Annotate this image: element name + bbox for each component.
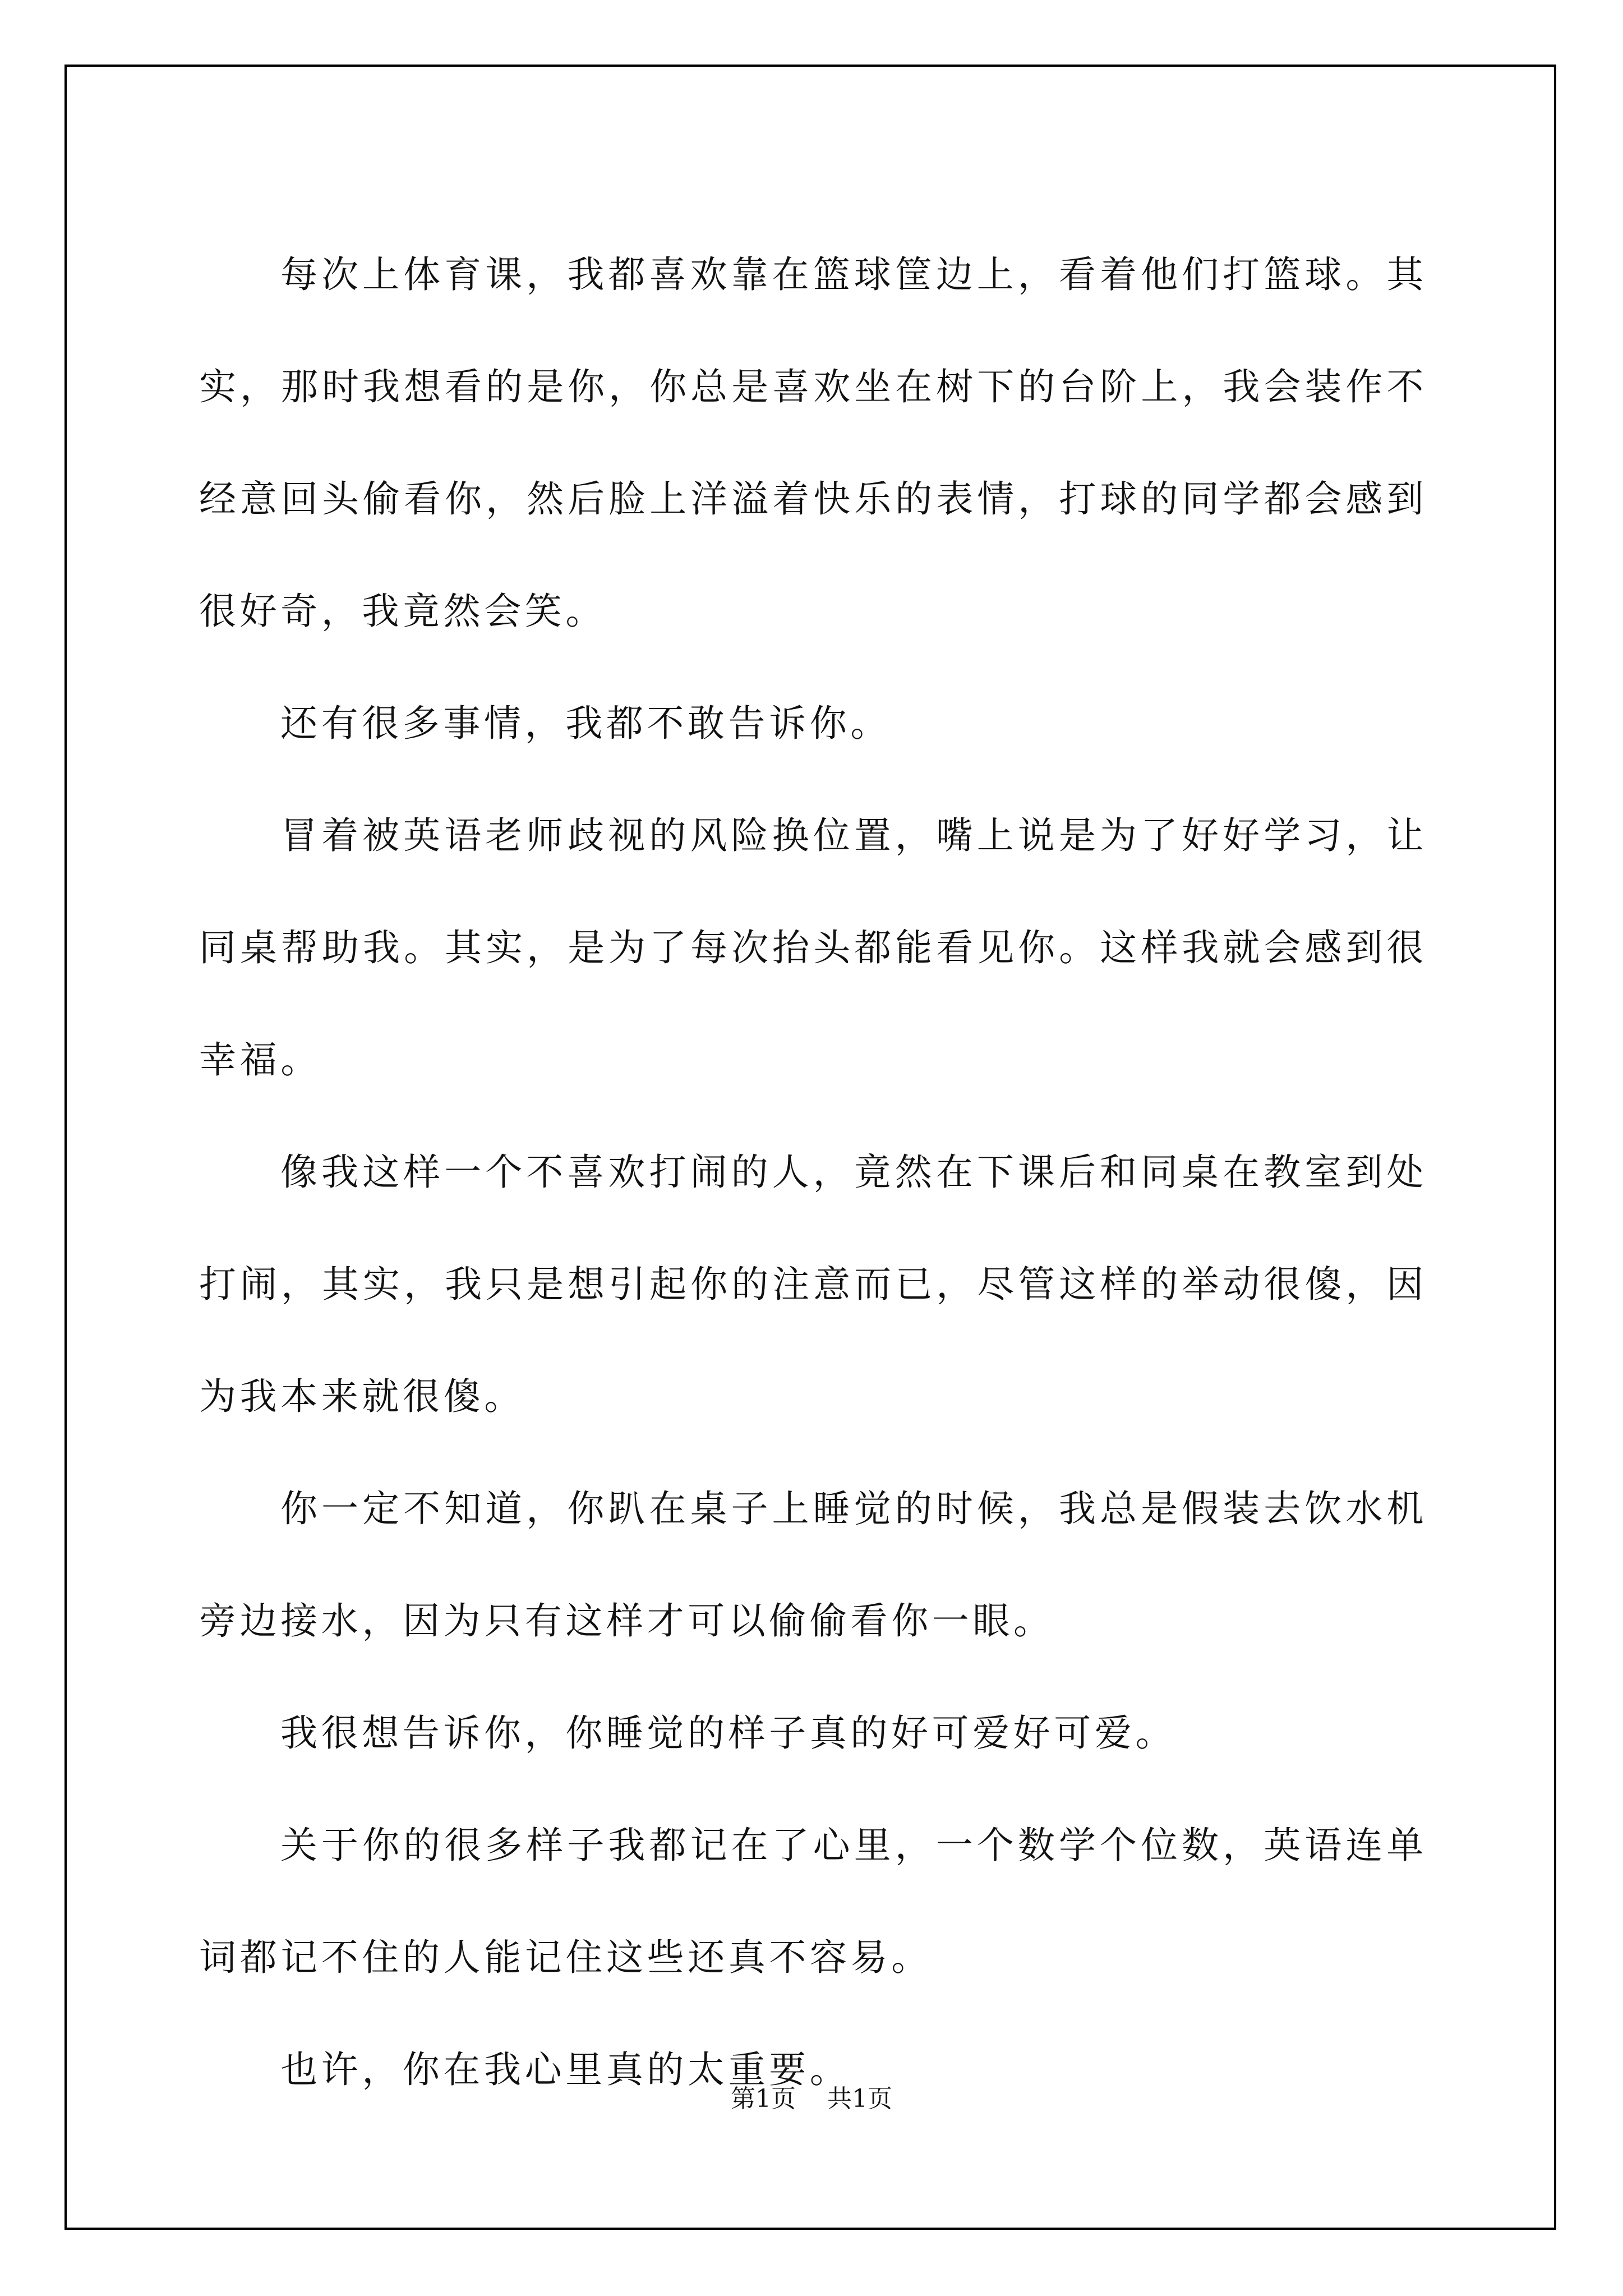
paragraph-1: 每次上体育课，我都喜欢靠在篮球筐边上，看着他们打篮球。其实，那时我想看的是你，你总是喜欢坐在树下的台阶上，我会装作不经意回头偷看你，然后脸上洋溢着快乐的表情，打球的同学都会感到很好奇，我竟然会笑。 (199, 253, 1427, 633)
paragraph-3: 冒着被英语老师歧视的风险换位置，嘴上说是为了好好学习，让同桌帮助我。其实，是为了每次抬头都能看见你。这样我就会感到很幸福。 (199, 814, 1427, 1082)
page-footer (0, 2082, 1623, 2116)
paragraph-8: 也许，你在我心里真的太重要。 (280, 2048, 851, 2091)
page-total: 共1页 (827, 2085, 892, 2113)
paragraph-5: 你一定不知道，你趴在桌子上睡觉的时候，我总是假装去饮水机旁边接水，因为只有这样才可以偷偷看你一眼。 (199, 1487, 1427, 1642)
document-body (199, 219, 1427, 2126)
page-number: 第1页 (731, 2085, 796, 2113)
paragraph-4: 像我这样一个不喜欢打闹的人，竟然在下课后和同桌在教室到处打闹，其实，我只是想引起你的注意而已，尽管这样的举动很傻，因为我本来就很傻。 (199, 1151, 1427, 1418)
paragraph-2: 还有很多事情，我都不敢告诉你。 (280, 702, 891, 745)
paragraph-7: 关于你的很多样子我都记在了心里，一个数学个位数，英语连单词都记不住的人能记住这些还真不容易。 (199, 1824, 1427, 1979)
paragraph-6: 我很想告诉你，你睡觉的样子真的好可爱好可爱。 (280, 1711, 1177, 1755)
